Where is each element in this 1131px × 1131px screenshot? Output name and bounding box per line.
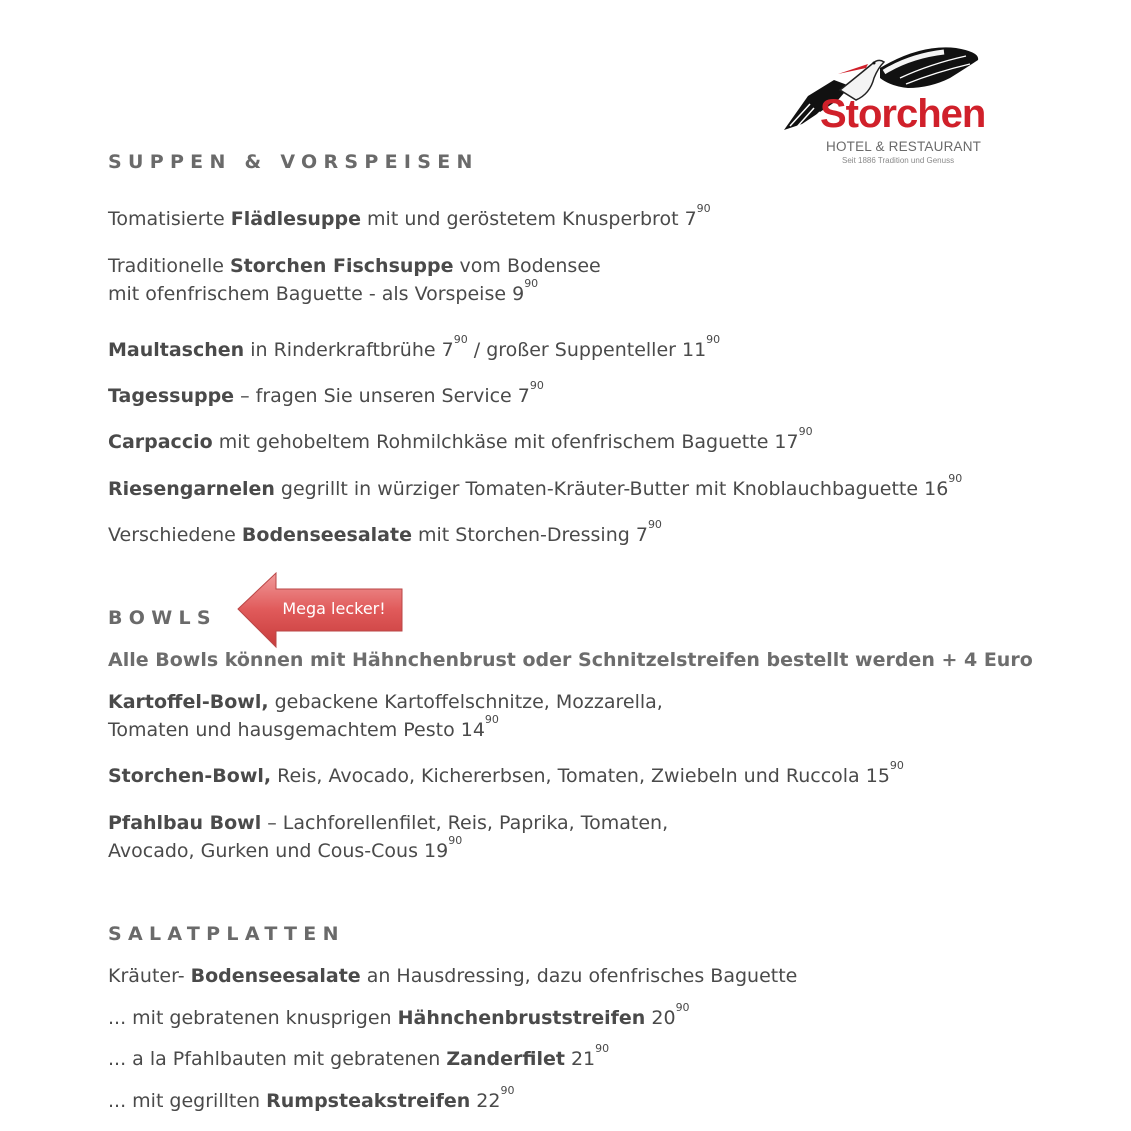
callout-arrow [234, 571, 406, 649]
menu-item-continuation: mit ofenfrischem Baguette - als Vorspeise $9^{90}$ [108, 277, 539, 305]
menu-item: Maultaschen in Rinderkraftbrühe $7^{90}$ / großer Suppenteller $11^{90}$ [108, 333, 721, 361]
menu-item: Riesengarnelen gegrillt in würziger Tomaten-Kräuter-Butter mit Knoblauchbaguette $16^{90}$ [108, 472, 963, 500]
section-heading-bowls: BOWLS [108, 607, 217, 629]
menu-item: ... mit gegrillten Rumpsteakstreifen $22^{90}$ [108, 1084, 515, 1112]
menu-item: Traditionelle Storchen Fischsuppe vom Bodensee [108, 255, 601, 277]
menu-item: ... mit gebratenen knusprigen Hähnchenbruststreifen $20^{90}$ [108, 1001, 690, 1029]
menu-item-continuation: Avocado, Gurken und Cous-Cous $19^{90}$ [108, 834, 463, 862]
menu-item: Verschiedene Bodenseesalate mit Storchen-Dressing $7^{90}$ [108, 518, 662, 546]
menu-item: Kartoffel-Bowl, gebackene Kartoffelschnitze, Mozzarella, [108, 691, 663, 713]
logo-tagline: Seit 1886 Tradition und Genuss [842, 156, 955, 165]
menu-item: Tomatisierte Flädlesuppe mit und geröstetem Knusperbrot $7^{90}$ [108, 202, 711, 230]
section-heading-salatplatten: SALATPLATTEN [108, 923, 345, 945]
restaurant-logo [780, 38, 990, 170]
menu-item: Carpaccio mit gehobeltem Rohmilchkäse mit ofenfrischem Baguette $17^{90}$ [108, 425, 813, 453]
menu-item-continuation: Tomaten und hausgemachtem Pesto $14^{90}$ [108, 713, 499, 741]
logo-subtitle: HOTEL & RESTAURANT [826, 139, 982, 154]
callout-label: Mega lecker! [282, 599, 386, 618]
bowls-note: Alle Bowls können mit Hähnchenbrust oder Schnitzelstreifen bestellt werden + 4 Euro [108, 649, 1033, 671]
menu-item: Pfahlbau Bowl – Lachforellenfilet, Reis, Paprika, Tomaten, [108, 812, 669, 834]
menu-item: Storchen-Bowl, Reis, Avocado, Kichererbsen, Tomaten, Zwiebeln und Ruccola $15^{90}$ [108, 759, 904, 787]
menu-item: Tagessuppe – fragen Sie unseren Service $7^{90}$ [108, 379, 544, 407]
menu-item: ... a la Pfahlbauten mit gebratenen Zanderfilet $21^{90}$ [108, 1042, 610, 1070]
menu-item: Kräuter- Bodenseesalate an Hausdressing, dazu ofenfrisches Baguette [108, 965, 798, 987]
logo-brand: Storchen [820, 92, 986, 136]
section-heading-suppen: SUPPEN & VORSPEISEN [108, 151, 479, 173]
